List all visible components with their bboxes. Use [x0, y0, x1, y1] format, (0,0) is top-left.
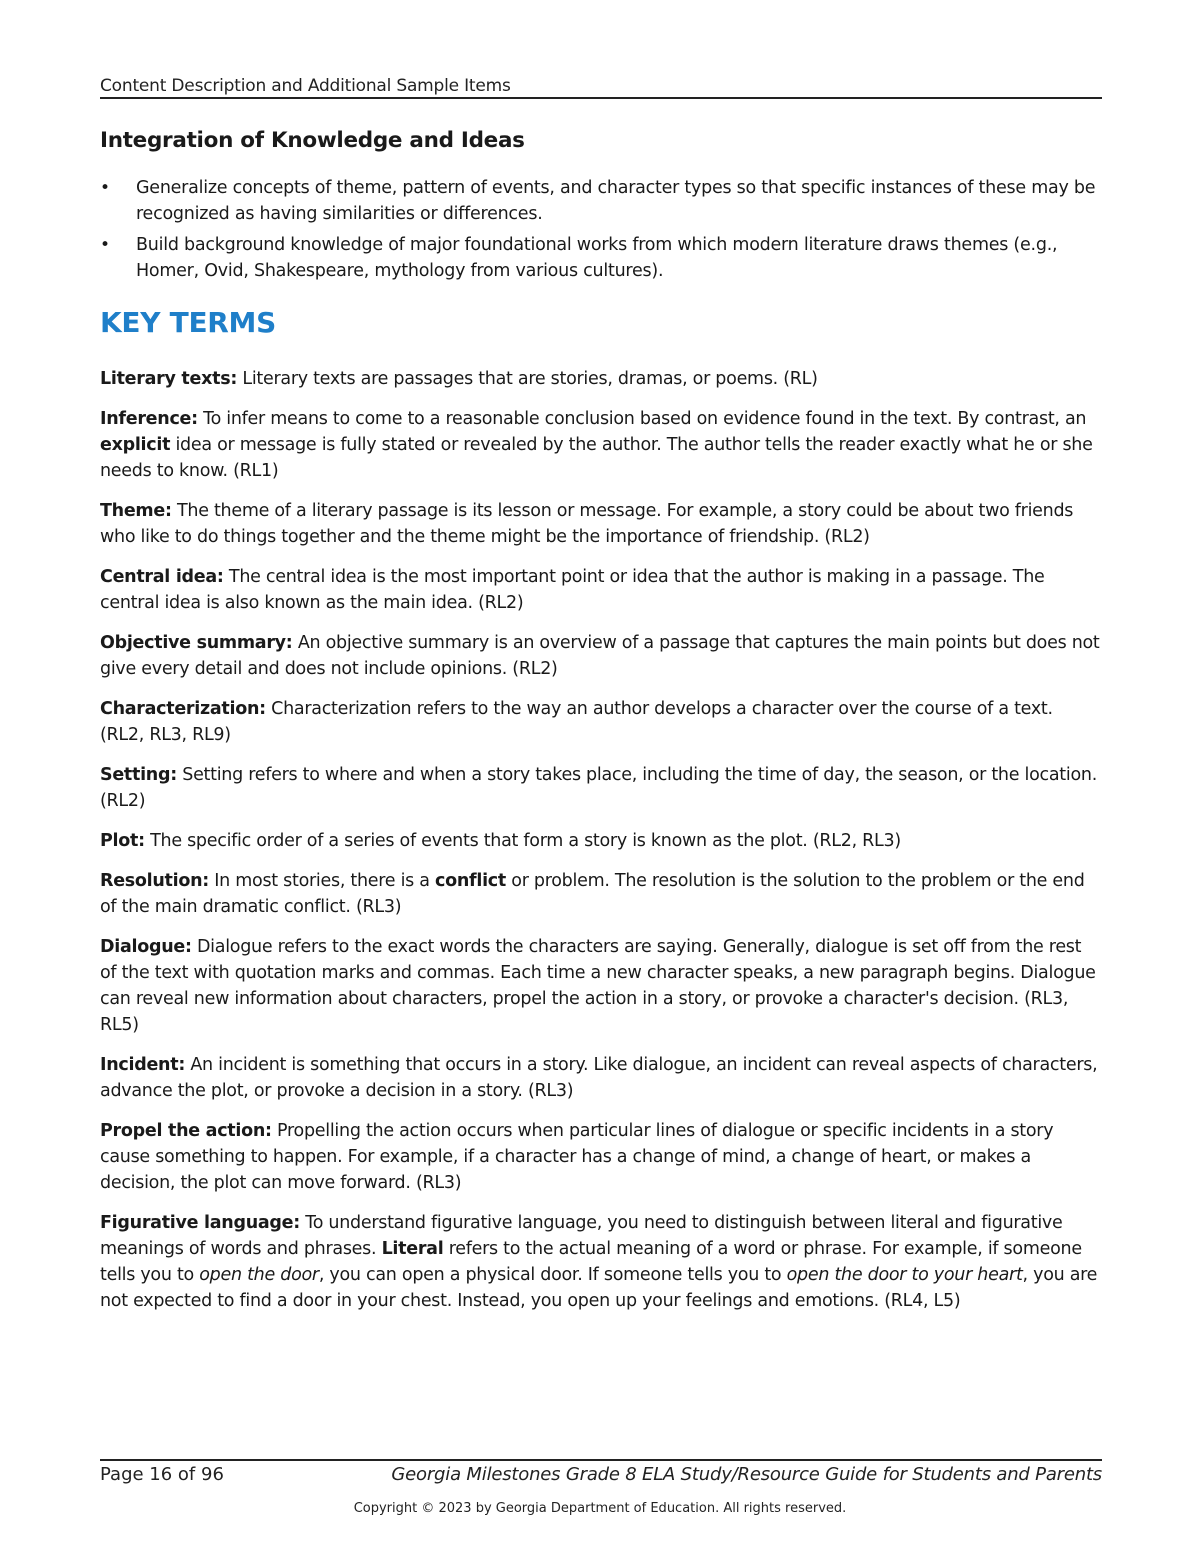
term-inference: [100, 406, 1102, 484]
term-label: Figurative language:: [100, 1213, 300, 1233]
term-figurative-language: [100, 1210, 1102, 1314]
term-definition: idea or message is fully stated or revealed by the author. The author tells the reader exactly what he or she needs to know. (RL1): [100, 435, 1093, 481]
copyright-notice: Copyright © 2023 by Georgia Department of Education. All rights reserved.: [353, 1501, 847, 1516]
term-label: Plot:: [100, 831, 145, 851]
term-definition: Setting refers to where and when a story takes place, including the time of day, the season, or the location. (RL2): [100, 765, 1097, 811]
term-definition: Characterization refers to the way an author develops a character over the course of a text. (RL2, RL3, RL9): [100, 699, 1053, 745]
term-label: Theme:: [100, 501, 172, 521]
term-label: Propel the action:: [100, 1121, 272, 1141]
term-definition: To understand figurative language, you need to distinguish between literal and figurative meanings of words and phrases.: [100, 1213, 1063, 1259]
term-definition: The specific order of a series of events that form a story is known as the plot. (RL2, RL3): [144, 831, 901, 851]
term-label: Incident:: [100, 1055, 186, 1075]
term-example: open the door to your heart: [786, 1265, 1023, 1285]
term-definition: or problem. The resolution is the solution to the problem or the end of the main dramatic conflict. (RL3): [100, 871, 1085, 917]
term-emphasis: explicit: [100, 435, 171, 455]
term-incident: [100, 1052, 1102, 1104]
term-emphasis: conflict: [435, 871, 506, 891]
term-definition: The theme of a literary passage is its lesson or message. For example, a story could be about two friends who like to do things together and the theme might be the importance of friendship. (RL2): [100, 501, 1074, 547]
term-literary-texts: [100, 366, 1102, 392]
term-definition: The central idea is the most important point or idea that the author is making in a passage. The central idea is also known as the main idea. (RL2): [100, 567, 1045, 613]
term-definition: In most stories, there is a: [209, 871, 436, 891]
term-label: Setting:: [100, 765, 177, 785]
term-label: Inference:: [100, 409, 198, 429]
term-label: Dialogue:: [100, 937, 192, 957]
section-heading: Integration of Knowledge and Ideas: [100, 128, 525, 153]
term-definition: , you can open a physical door. If someone tells you to: [318, 1265, 787, 1285]
bullet-item: [100, 232, 1100, 284]
term-example: open the door: [199, 1265, 319, 1285]
term-propel-the-action: [100, 1118, 1102, 1196]
key-terms-list: [100, 366, 1102, 1328]
term-dialogue: [100, 934, 1102, 1038]
bullet-icon: •: [100, 178, 110, 198]
key-terms-title: KEY TERMS: [100, 306, 276, 339]
term-definition: refers to the actual meaning of a word or phrase. For example, if someone tells you to: [100, 1239, 1082, 1285]
bullet-text: Build background knowledge of major foundational works from which modern literature draws themes (e.g., Homer, Ovid, Shakespeare, mythology from various cultures).: [136, 235, 1058, 281]
term-theme: [100, 498, 1102, 550]
term-central-idea: [100, 564, 1102, 616]
guide-title: Georgia Milestones Grade 8 ELA Study/Resource Guide for Students and Parents: [391, 1464, 1102, 1485]
term-emphasis: Literal: [381, 1239, 444, 1259]
term-resolution: [100, 868, 1102, 920]
bullet-icon: •: [100, 235, 110, 255]
term-definition: Literary texts are passages that are stories, dramas, or poems. (RL): [237, 369, 818, 389]
bullet-list: [100, 175, 1100, 289]
term-label: Characterization:: [100, 699, 266, 719]
term-definition: An objective summary is an overview of a passage that captures the main points but does not give every detail and does not include opinions. (RL2): [100, 633, 1100, 679]
term-objective-summary: [100, 630, 1102, 682]
bullet-item: [100, 175, 1100, 227]
term-definition: An incident is something that occurs in a story. Like dialogue, an incident can reveal aspects of characters, advance the plot, or provoke a decision in a story. (RL3): [100, 1055, 1098, 1101]
term-label: Resolution:: [100, 871, 210, 891]
footer-rule: [100, 1459, 1102, 1461]
term-definition: , you are not expected to find a door in your chest. Instead, you open up your feelings and emotions. (RL4, L5): [100, 1265, 1098, 1311]
term-label: Literary texts:: [100, 369, 238, 389]
term-definition: Propelling the action occurs when particular lines of dialogue or specific incidents in a story cause something to happen. For example, if a character has a change of mind, a change of heart, or makes a decision, the plot can move forward. (RL3): [100, 1121, 1054, 1193]
term-label: Objective summary:: [100, 633, 293, 653]
bullet-text: Generalize concepts of theme, pattern of events, and character types so that specific instances of these may be recognized as having similarities or differences.: [136, 178, 1096, 224]
header-rule: [100, 97, 1102, 99]
term-label: Central idea:: [100, 567, 224, 587]
term-characterization: [100, 696, 1102, 748]
term-definition: Dialogue refers to the exact words the characters are saying. Generally, dialogue is set off from the rest of the text with quotation marks and commas. Each time a new character speaks, a new paragraph begins. Dialogue can reveal new information about characters, propel the action in a story, or provoke a character's decision. (RL3, RL5): [100, 937, 1096, 1035]
term-plot: [100, 828, 1102, 854]
term-definition: To infer means to come to a reasonable conclusion based on evidence found in the text. By contrast, an: [197, 409, 1087, 429]
page-number: Page 16 of 96: [100, 1464, 224, 1485]
running-header: Content Description and Additional Sample Items: [100, 76, 511, 96]
term-setting: [100, 762, 1102, 814]
